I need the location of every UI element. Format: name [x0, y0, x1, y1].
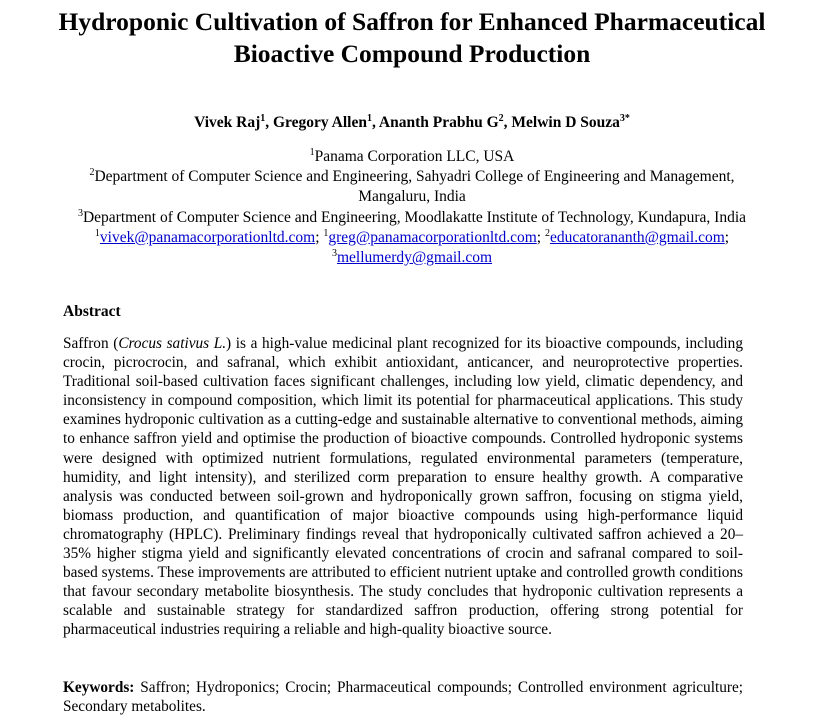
- author-name: Ananth Prabhu G: [378, 114, 499, 131]
- affiliation-text: Department of Computer Science and Engineering, Moodlakatte Institute of Technology, Kundapura, India: [82, 208, 747, 226]
- email-mark: 2: [544, 227, 550, 239]
- affiliation-line: [30, 147, 794, 167]
- affiliation-text: Panama Corporation LLC, USA: [314, 148, 515, 165]
- affiliation-mark: 1: [309, 147, 315, 158]
- keywords-text: Saffron; Hydroponics; Crocin; Pharmaceutical compounds; Controlled environment agriculture; Secondary metabolites.: [63, 679, 743, 715]
- email-separator: ;: [536, 228, 545, 246]
- affiliation-line: [30, 208, 794, 228]
- abstract-lead: Saffron (: [63, 335, 119, 352]
- author-separator: ,: [372, 114, 379, 131]
- author-name: Melwin D Souza: [511, 114, 620, 131]
- author-affiliation-mark: 1: [367, 113, 372, 124]
- affiliation-mark: 3: [77, 207, 83, 219]
- email-mark: 3: [331, 248, 337, 260]
- paper-title: Hydroponic Cultivation of Saffron for Enhanced Pharmaceutical Bioactive Compound Production: [58, 7, 766, 68]
- email-line: [30, 228, 794, 248]
- abstract-body: ) is a high-value medicinal plant recognized for its bioactive compounds, including crocin, picrocrocin, and safranal, which exhibit antioxidant, anticancer, and neuroprotective properties. Traditional soil-based cultivation faces significant challenges, including low yield, climatic dependency, and inconsistency in compound composition, which limit its potential for pharmaceutical applications. This study examines hydroponic cultivation as a cutting-edge and sustainable alternative to conventional methods, aiming to enhance saffron yield and optimise the production of bioactive compounds. Controlled hydroponic systems were designed with optimized nutrient formulations, regulated environmental parameters (temperature, humidity, and light intensity), and sterilized corm preparation to ensure healthy growth. A comparative analysis was conducted between soil-grown and hydroponically grown saffron, focusing on stigma yield, biomass production, and quantification of major bioactive compounds using high-performance liquid chromatography (HPLC). Preliminary findings reveal that hydroponically cultivated saffron achieved a 20–35% higher stigma yield and significantly elevated concentrations of crocin and safranal compared to soil-based systems. These improvements are attributed to efficient nutrient uptake and controlled growth conditions that favour secondary metabolite biosynthesis. The study concludes that hydroponic cultivation represents a scalable and sustainable strategy for standardized saffron production, offering strong potential for pharmaceutical industries requiring a reliable and high-quality bioactive source.: [63, 335, 743, 639]
- affiliation-mark: 2: [89, 167, 95, 179]
- email-mark: 1: [323, 227, 329, 239]
- email-separator: ;: [315, 228, 324, 246]
- affiliation-line: [30, 187, 794, 207]
- abstract-text: [63, 334, 743, 640]
- author-list: [0, 113, 824, 133]
- author-separator: ,: [265, 114, 273, 131]
- affiliation-text: Mangaluru, India: [358, 188, 466, 206]
- email-mark: 1: [94, 227, 100, 239]
- affiliation-line: [30, 167, 794, 187]
- author-separator: ,: [503, 114, 512, 131]
- email-line: [30, 248, 794, 268]
- email-link[interactable]: greg@panamacorporationltd.com: [328, 228, 537, 246]
- email-separator: ;: [724, 228, 730, 246]
- affiliation-block: [30, 147, 794, 268]
- keywords-paragraph: [63, 678, 743, 716]
- author-affiliation-mark: 3*: [619, 113, 630, 124]
- email-link[interactable]: educatorananth@gmail.com: [549, 228, 725, 246]
- email-link[interactable]: mellumerdy@gmail.com: [336, 249, 493, 267]
- author-affiliation-mark: 2: [498, 113, 504, 124]
- species-name: Crocus sativus L.: [118, 335, 227, 352]
- abstract-heading: Abstract: [63, 303, 121, 320]
- keywords-label: Keywords:: [63, 679, 135, 696]
- author-name: Vivek Raj: [194, 114, 261, 131]
- email-link[interactable]: vivek@panamacorporationltd.com: [99, 228, 316, 246]
- author-affiliation-mark: 1: [260, 113, 266, 124]
- affiliation-text: Department of Computer Science and Engineering, Sahyadri College of Engineering and Management,: [94, 168, 735, 186]
- author-name: Gregory Allen: [273, 114, 367, 131]
